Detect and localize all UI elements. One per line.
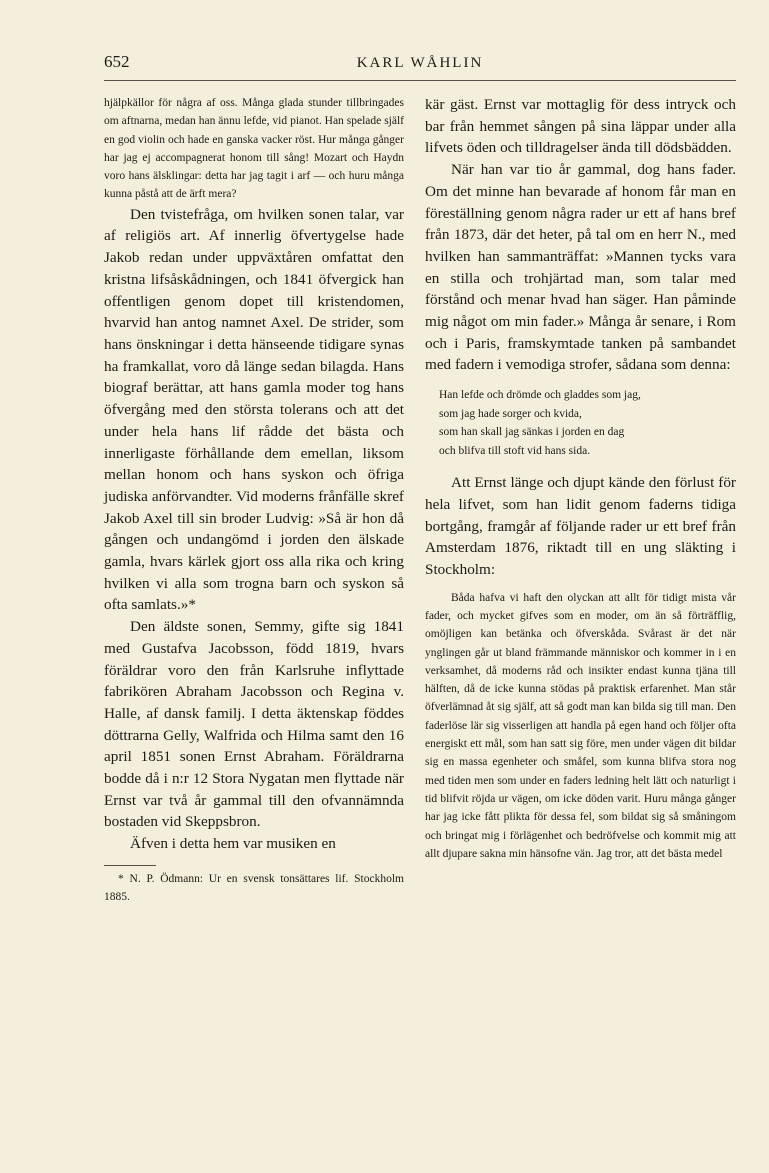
left-paragraph-1: hjälpkällor för några af oss. Många glada stunder tillbringades om aftnarna, medan han ännu lefde, vid pianot. Han spelade själf en god violin och hade en ganska vacker röst. Hur många gånger har jag ej accompagnerat honom till sång! Mozart och Haydn voro hans älsklingar: detta har jag tagit i arf — och huru många kunna påstå att de ärft mera? bbox=[104, 97, 404, 201]
footnote: * N. P. Ödmann: Ur en svensk tonsättares lif. Stockholm 1885. bbox=[104, 872, 404, 903]
verse-line: som jag hade sorger och kvida, bbox=[439, 407, 582, 420]
verse-line: som han skall jag sänkas i jorden en dag bbox=[439, 426, 625, 439]
left-paragraph-2: Den tvistefråga, om hvilken sonen talar, var af religiös art. Af innerlig öfvertygelse hade Jakob redan under uppväxtåren omfattat den kristna lifsåskådningen, och 1841 öfvergick han offentligen genom dopet till kristendomen, hvarvid han antog namnet Axel. De strider, som hans önskningar i detta hänseende tidigare synas ha framkallat, voro då länge sedan bilagda. Hans biograf berättar, att hans gamla moder tog hans öfvergång med den största tolerans och att det under hela hans lif rådde det bästa och innerligaste förhållande dem emellan, liksom mellan honom och hans syskon och öfriga judiska anförvandter. Vid moderns frånfälle skref Jakob Axel till sin broder Ludvig: »Så är hon då gången och undangömd i jorden den älskade gamla, hvars kärlek gjort oss alla rika och kring hvilken vi alla som trogna barn och syskon så ofta samlats.»* bbox=[104, 205, 404, 614]
page-number: 652 bbox=[104, 52, 130, 71]
footnote-rule bbox=[104, 865, 156, 866]
left-paragraph-3: Den äldste sonen, Semmy, gifte sig 1841 med Gustafva Jacobsson, född 1819, hvars föräldrar voro den från Karlsruhe inflyttade fabrikören Abraham Jacobsson och Regina v. Halle, af dansk familj. I detta äktenskap föddes döttrarna Gelly, Walfrida och Hilma samt den 16 april 1851 sonen Ernst Abraham. Föräldrarna bodde då i n:r 12 Stora Nygatan men flyttade när Ernst var två år gammal till den ofvannämnda bostaden vid Skeppsbron. bbox=[104, 618, 404, 831]
right-paragraph-1: kär gäst. Ernst var mottaglig för dess intryck och bar från hemmet sången på sina läppar under alla lifvets öden och tilldragelser ända till dödsbädden. bbox=[425, 96, 736, 157]
verse-line: Han lefde och drömde och gladdes som jag, bbox=[439, 389, 641, 402]
left-column bbox=[104, 94, 404, 906]
right-paragraph-2: När han var tio år gammal, dog hans fader. Om det minne han bevarade af honom får man en föreställning genom några rader ur ett af hans bref från 1873, där det heter, på tal om en herr N., med hvilken han sammanträffat: »Mannen tycks vara en stilla och trohjärtad man, som talar med förstånd och menar hvad han säger. Han påminde mig något om min fader.» Många år senare, i Rom och i Paris, framskymtade tanken på sambandet med fadern i vemodiga strofer, sådana som denna: bbox=[425, 161, 736, 374]
right-paragraph-3: Att Ernst länge och djupt kände den förlust för hela lifvet, som han lidit genom faderns tidiga bortgång, framgår af följande rader ur ett bref från Amsterdam 1876, riktadt till en ung släkting i Stockholm: bbox=[425, 474, 736, 578]
verse-block bbox=[439, 386, 736, 460]
page-header bbox=[104, 50, 736, 81]
letter-quote: Båda hafva vi haft den olyckan att allt för tidigt mista vår fader, och mycket gifves som en moder, om än så förträfflig, omöjligen kan betänka och öfverskåda. Svårast är det när ynglingen går ut bland främmande människor och kommer in i en verksamhet, då moderns råd och insikter endast kunna tjäna till hälften, då de icke kunna stödas på praktisk erfarenhet. Man står öfverlämnad åt sig själf, att så godt man kan bilda sig till man. Den faderlöse lär sig visserligen att handla på egen hand och följer ofta energiskt ett mål, som han satt sig före, men under vägen dit bildar sig en massa egenheter och småfel, som kunna blifva stora nog med tiden men som under en faders ledning helt lätt och naturligt i tid blifvit röjda ur vägen, om icke döden varit. Huru många gånger har jag icke fått plikta för dessa fel, som bildat sig så småningom och bringat mig i förlägenhet och bedröfvelse och kommit mig att allt djupare sakna min hänsofne vän. Jag tror, att det bästa medel bbox=[425, 591, 736, 860]
left-paragraph-4: Äfven i detta hem var musiken en bbox=[130, 835, 336, 853]
right-column bbox=[425, 94, 736, 863]
running-title: KARL WÅHLIN bbox=[356, 55, 484, 71]
verse-line: och blifva till stoft vid hans sida. bbox=[439, 444, 591, 457]
